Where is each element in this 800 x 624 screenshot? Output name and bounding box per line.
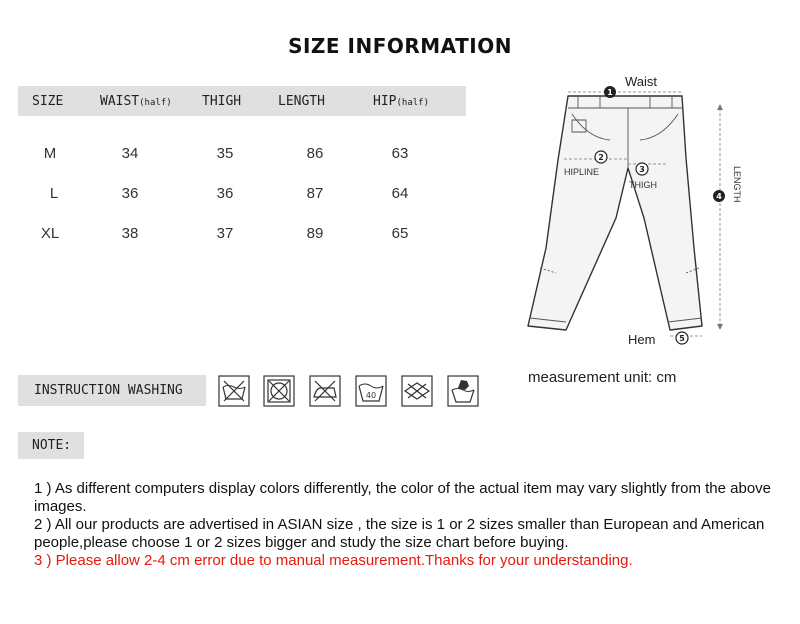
svg-text:2: 2	[598, 153, 604, 162]
wash-40-icon	[355, 375, 387, 407]
size-cell: M	[43, 145, 57, 162]
note-item: 1 ) As different computers display colors differently, the color of the actual item may vary slightly from the above images.	[34, 480, 772, 515]
length-label: LENGTH	[732, 166, 742, 203]
svg-text:3: 3	[639, 165, 645, 174]
header-length: LENGTH	[278, 94, 325, 109]
note-label: NOTE:	[18, 432, 84, 459]
svg-text:4: 4	[716, 192, 722, 201]
waist-cell: 36	[121, 185, 139, 202]
svg-text:1: 1	[607, 88, 613, 97]
hand-wash-icon	[447, 375, 479, 407]
thigh-label: THIGH	[629, 180, 657, 190]
hip-cell: 65	[391, 225, 409, 242]
measurement-unit: measurement unit: cm	[528, 369, 677, 386]
hipline-label: HIPLINE	[564, 167, 600, 177]
notes-list	[34, 480, 790, 570]
note-item: 2 ) All our products are advertised in ASIAN size , the size is 1 or 2 sizes smaller than European and American people,please choose 1 or 2 sizes bigger and study the size chart before buying.	[34, 516, 765, 551]
size-table-header	[18, 86, 466, 116]
page-title: SIZE INFORMATION	[288, 34, 512, 58]
hip-cell: 64	[391, 185, 409, 202]
svg-text:5: 5	[679, 334, 685, 343]
waist-cell: 38	[121, 225, 139, 242]
length-cell: 87	[306, 185, 324, 202]
size-cell: XL	[40, 225, 60, 242]
waist-label: Waist	[625, 74, 658, 89]
instruction-washing-label: INSTRUCTION WASHING	[18, 375, 206, 406]
pants-measurement-diagram	[516, 68, 766, 358]
note-item-warning: 3 ) Please allow 2-4 cm error due to manual measurement.Thanks for your understanding.	[34, 552, 633, 569]
header-waist: WAIST(half)	[100, 94, 172, 109]
header-thigh: THIGH	[202, 94, 242, 109]
pants-outline	[528, 96, 702, 330]
header-hip: HIP(half)	[373, 94, 429, 109]
waist-cell: 34	[121, 145, 139, 162]
no-dry-clean-icon	[401, 375, 433, 407]
no-wash-icon	[218, 375, 250, 407]
length-cell: 89	[306, 225, 324, 242]
header-size: SIZE	[32, 94, 64, 109]
hip-cell: 63	[391, 145, 409, 162]
no-tumble-dry-icon	[263, 375, 295, 407]
no-iron-icon	[309, 375, 341, 407]
thigh-cell: 36	[216, 185, 234, 202]
thigh-cell: 37	[216, 225, 234, 242]
wash-temperature: 40	[365, 391, 377, 400]
hem-label: Hem	[628, 332, 656, 347]
thigh-cell: 35	[216, 145, 234, 162]
size-cell: L	[49, 185, 59, 202]
length-cell: 86	[306, 145, 324, 162]
